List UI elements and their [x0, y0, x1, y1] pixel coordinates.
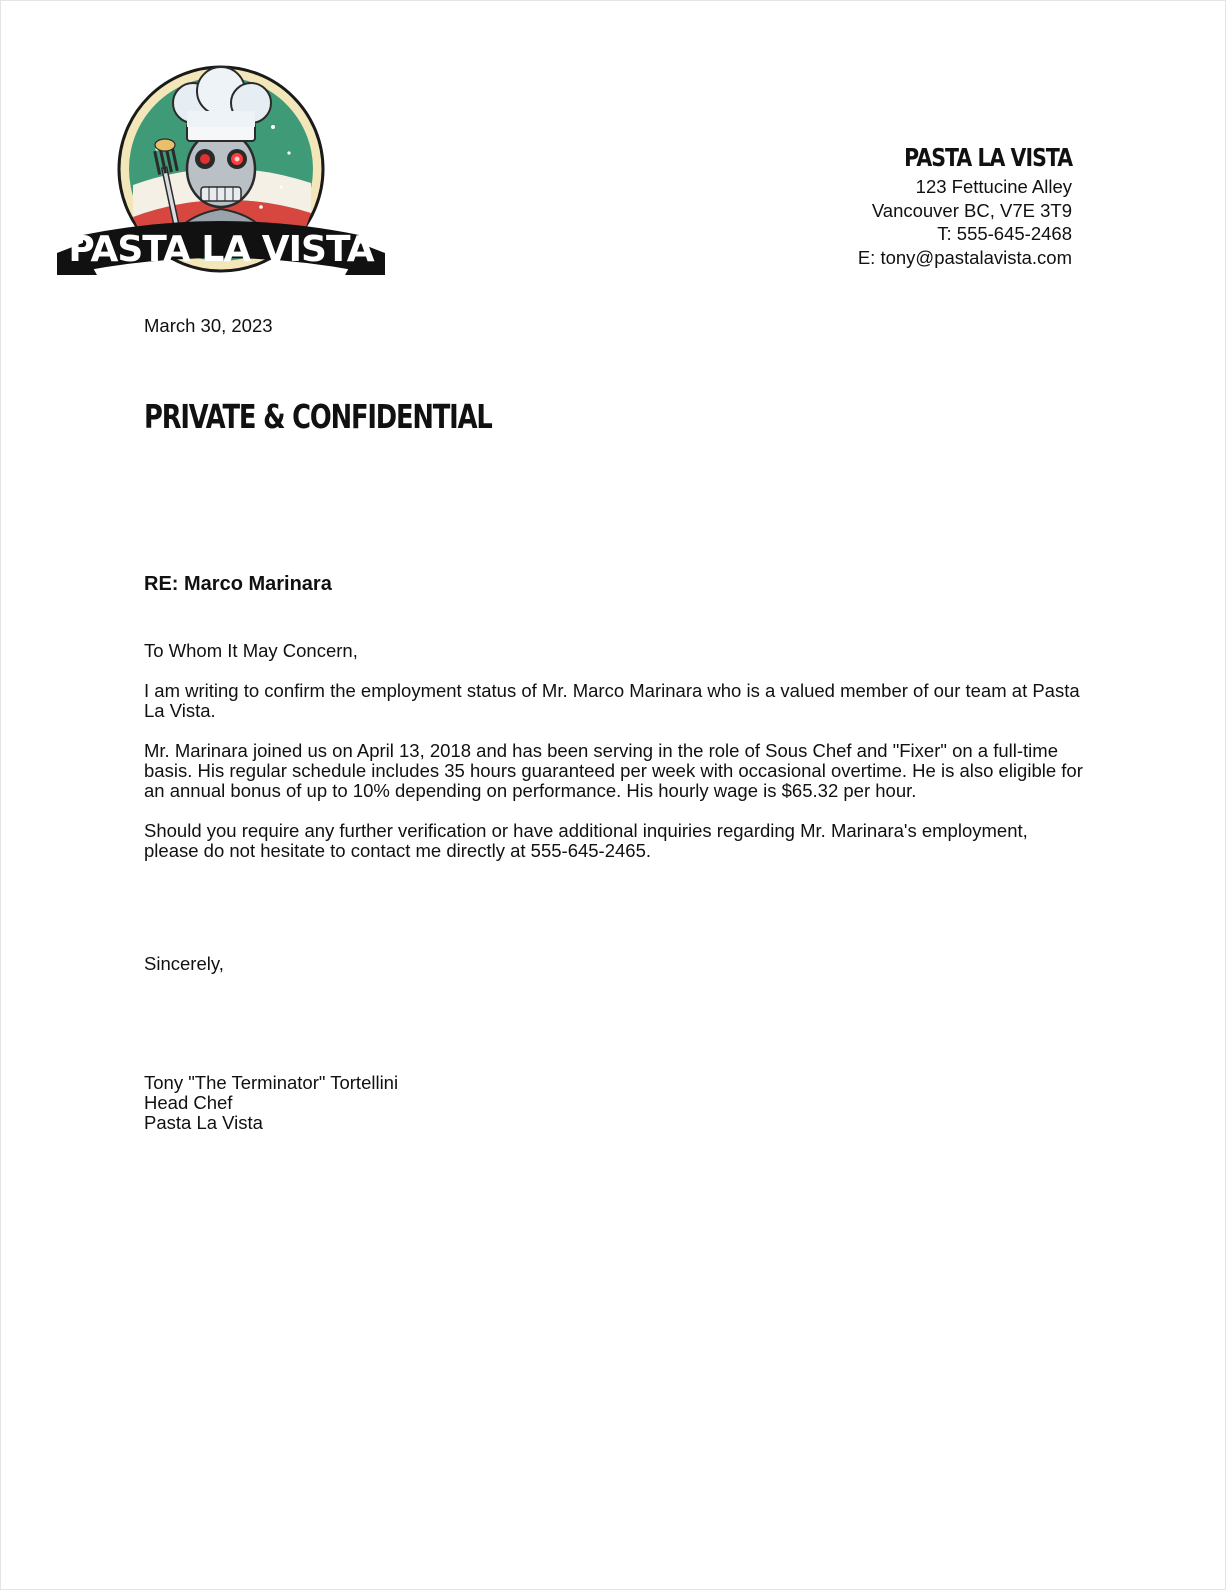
signer-title: Head Chef — [144, 1092, 233, 1113]
body-paragraph: Mr. Marinara joined us on April 13, 2018 and has been serving in the role of Sous Chef and "Fixer" on a full-time basis. His regular schedule includes 35 hours guaranteed per week with occasional overtime. He is also eligible for an annual bonus of up to 10% depending on performance. His hourly wage is $65.32 per hour. — [144, 740, 1083, 801]
company-address-line2: Vancouver BC, V7E 3T9 — [871, 199, 1072, 221]
salutation: To Whom It May Concern, — [144, 640, 358, 661]
signer-company: Pasta La Vista — [144, 1112, 263, 1133]
company-phone: T: 555-645-2468 — [937, 223, 1072, 244]
closing: Sincerely, — [144, 953, 224, 974]
confidential-heading: PRIVATE & CONFIDENTIAL — [144, 397, 492, 436]
re-line: RE: Marco Marinara — [144, 573, 332, 595]
company-address-line1: 123 Fettucine Alley — [915, 176, 1072, 197]
company-name: PASTA LA VISTA — [904, 143, 1072, 172]
body-paragraph: I am writing to confirm the employment status of Mr. Marco Marinara who is a valued member of our team at Pasta La Vista. — [144, 680, 1080, 721]
company-contact-block — [858, 141, 1072, 269]
robot-chef-logo-icon — [53, 57, 389, 289]
company-email: E: tony@pastalavista.com — [857, 246, 1072, 268]
signature-block — [144, 1073, 398, 1133]
logo-banner-text: PASTA LA VISTA — [68, 229, 374, 270]
letter-body — [144, 641, 1084, 881]
body-paragraph: Should you require any further verification or have additional inquiries regarding Mr. Marinara's employment, please do not hesitate to contact me directly at 555-645-2465. — [144, 820, 1028, 861]
signer-name: Tony "The Terminator" Tortellini — [144, 1072, 399, 1093]
letter-date: March 30, 2023 — [144, 315, 273, 336]
